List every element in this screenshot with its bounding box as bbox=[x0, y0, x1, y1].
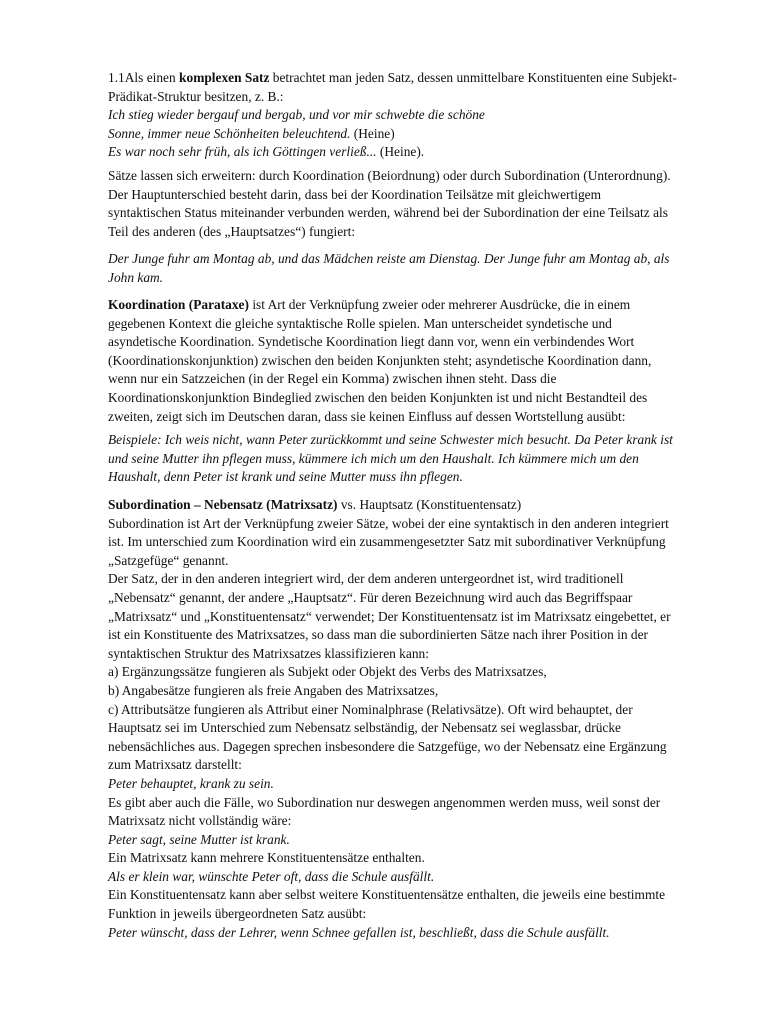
paragraph-line: b) Angabesätze fungieren als freie Angaben des Matrixsatzes, bbox=[108, 682, 439, 698]
koordination-heading: Koordination (Parataxe) bbox=[108, 297, 249, 312]
example-line: John kam. bbox=[108, 269, 164, 285]
paragraph-line: asyndetische Koordination. Syndetische Koordination liegt dann vor, wenn ein verbindendes Wort bbox=[108, 334, 635, 350]
paragraph-line: Matrixsatz nicht vollständig wäre: bbox=[108, 813, 292, 829]
paragraph-line: Der Hauptunterschied besteht darin, dass bei der Koordination Teilsätze mit gleichwertigem bbox=[108, 186, 602, 202]
paragraph-line: Koordinationskonjunktion Bindeglied zwischen den beiden Konjunkten ist und nicht Bestandteil des bbox=[108, 389, 648, 405]
subordination-body bbox=[108, 515, 708, 943]
example-sentence bbox=[108, 125, 708, 144]
intro-line-1 bbox=[108, 69, 708, 88]
paragraph-line: ist. Im unterschied zum Koordination wird ein zusammengesetzter Satz mit subordinativer Verknüpfung bbox=[108, 534, 666, 550]
paragraph-line: Subordination ist Art der Verknüpfung zweier Sätze, wobei der eine syntaktisch in den anderen integriert bbox=[108, 515, 669, 531]
paragraph-line: zweiten, zeigt sich im Deutschen daran, dass sie keinen Einfluss auf dessen Wortstellung ausübt: bbox=[108, 408, 626, 424]
paragraph-line: Es gibt aber auch die Fälle, wo Subordination nur deswegen angenommen werden muss, weil sonst der bbox=[108, 794, 661, 810]
subordination-section bbox=[108, 496, 708, 942]
intro-line-2: Prädikat-Struktur besitzen, z. B.: bbox=[108, 88, 284, 104]
example-source: (Heine). bbox=[376, 144, 425, 160]
erweiterung-paragraph bbox=[108, 167, 708, 241]
example-line: Haushalt, denn Peter ist krank und seine Mutter muss ihn pflegen. bbox=[108, 469, 463, 485]
example-line: und seine Mutter ihn pflegen muss, kümmere ich mich um den Haushalt. Ich kümmere mich um den bbox=[108, 450, 639, 466]
intro-text: 1.1Als einen bbox=[108, 70, 180, 85]
heading-text: vs. Hauptsatz (Konstituentensatz) bbox=[337, 497, 522, 512]
paragraph-line: Ein Konstituentensatz kann aber selbst weitere Konstituentensätze enthalten, die jeweils eine bestimmte bbox=[108, 887, 666, 903]
intro-paragraph bbox=[108, 69, 708, 162]
paragraph-line: syntaktischen Status miteinander verbunden werden, während bei der Subordination der eine Teilsatz als bbox=[108, 205, 668, 221]
paragraph-line: wenn nur ein Satzzeichen (in der Regel ein Komma) zwischen ihnen steht. Dass die bbox=[108, 371, 557, 387]
koordination-section bbox=[108, 296, 708, 426]
paragraph-line: Ein Matrixsatz kann mehrere Konstituentensätze enthalten. bbox=[108, 850, 425, 866]
example-sentence: Als er klein war, wünschte Peter oft, dass die Schule ausfällt. bbox=[108, 868, 435, 884]
paragraph-line: c) Attributsätze fungieren als Attribut einer Nominalphrase (Relativsätze). Oft wird behauptet, der bbox=[108, 701, 633, 717]
example-source: (Heine) bbox=[350, 125, 395, 141]
example-sentence: Peter wünscht, dass der Lehrer, wenn Schnee gefallen ist, beschließt, dass die Schule ausfällt. bbox=[108, 924, 610, 940]
example-text: Sonne, immer neue Schönheiten beleuchtend. bbox=[108, 125, 351, 141]
intro-text: betrachtet man jeden Satz, dessen unmittelbare Konstituenten eine Subjekt- bbox=[269, 70, 677, 85]
term-komplexer-satz: komplexen Satz bbox=[179, 70, 270, 85]
paragraph-line: „Nebensatz“ genannt, der andere „Hauptsatz“. Für deren Bezeichnung wird auch das Begriffspaar bbox=[108, 589, 633, 605]
subordination-heading-line bbox=[108, 496, 708, 515]
example-sentence: Peter sagt, seine Mutter ist krank. bbox=[108, 831, 290, 847]
paragraph-line: nebensächliches aus. Dagegen sprechen insbesondere die Satzgefüge, wo der Nebensatz eine Ergänzung bbox=[108, 738, 667, 754]
paragraph-line: Der Satz, der in den anderen integriert wird, der dem anderen untergeordnet ist, wird traditionell bbox=[108, 571, 624, 587]
example-sentence bbox=[108, 143, 708, 162]
paragraph-line: ist ein Konstituente des Matrixsatzes, so dass man die subordinierten Sätze nach ihrer Position in der bbox=[108, 627, 648, 643]
koordination-line-1 bbox=[108, 296, 708, 315]
example-block-2 bbox=[108, 431, 708, 487]
example-sentence: Ich stieg wieder bergauf und bergab, und vor mir schwebte die schöne bbox=[108, 107, 485, 123]
paragraph-line: (Koordinationskonjunktion) zwischen den beiden Konjunkten steht; asyndetische Koordination dann, bbox=[108, 352, 652, 368]
paragraph-line: syntaktischen Struktur des Matrixsatzes klassifizieren kann: bbox=[108, 645, 429, 661]
paragraph-line: Hauptsatz sei im Unterschied zum Nebensatz selbständig, der Nebensatz sei weglassbar, drücke bbox=[108, 720, 621, 736]
example-block-1 bbox=[108, 250, 708, 287]
subordination-heading: Subordination – Nebensatz (Matrixsatz) bbox=[108, 497, 338, 512]
example-text: Es war noch sehr früh, als ich Göttingen verließ... bbox=[108, 144, 377, 160]
paragraph-line: zum Matrixsatz darstellt: bbox=[108, 757, 242, 773]
paragraph-line: Sätze lassen sich erweitern: durch Koordination (Beiordnung) oder durch Subordination (Unterordnung). bbox=[108, 168, 671, 183]
paragraph-line: a) Ergänzungssätze fungieren als Subjekt oder Objekt des Verbs des Matrixsatzes, bbox=[108, 664, 547, 680]
paragraph-line: „Satzgefüge“ genannt. bbox=[108, 552, 229, 568]
example-line: Der Junge fuhr am Montag ab, und das Mädchen reiste am Dienstag. Der Junge fuhr am Montag ab, als bbox=[108, 251, 670, 266]
example-sentence: Peter behauptet, krank zu sein. bbox=[108, 775, 274, 791]
example-line: Beispiele: Ich weis nicht, wann Peter zurückkommt und seine Schwester mich besucht. Da Peter krank ist bbox=[108, 432, 673, 447]
paragraph-line: gegebenen Kontext die gleiche syntaktische Rolle spielen. Man unterscheidet syndetische und bbox=[108, 315, 612, 331]
paragraph-text: ist Art der Verknüpfung zweier oder mehrerer Ausdrücke, die in einem bbox=[248, 297, 631, 312]
paragraph-line: Funktion in jeweils übergeordneten Satz ausübt: bbox=[108, 906, 367, 922]
paragraph-line: Teil des anderen (des „Hauptsatzes“) fungiert: bbox=[108, 223, 356, 239]
paragraph-line: „Matrixsatz“ und „Konstituentensatz“ verwendet; Der Konstituentensatz ist im Matrixsatz eingebettet, er bbox=[108, 608, 671, 624]
